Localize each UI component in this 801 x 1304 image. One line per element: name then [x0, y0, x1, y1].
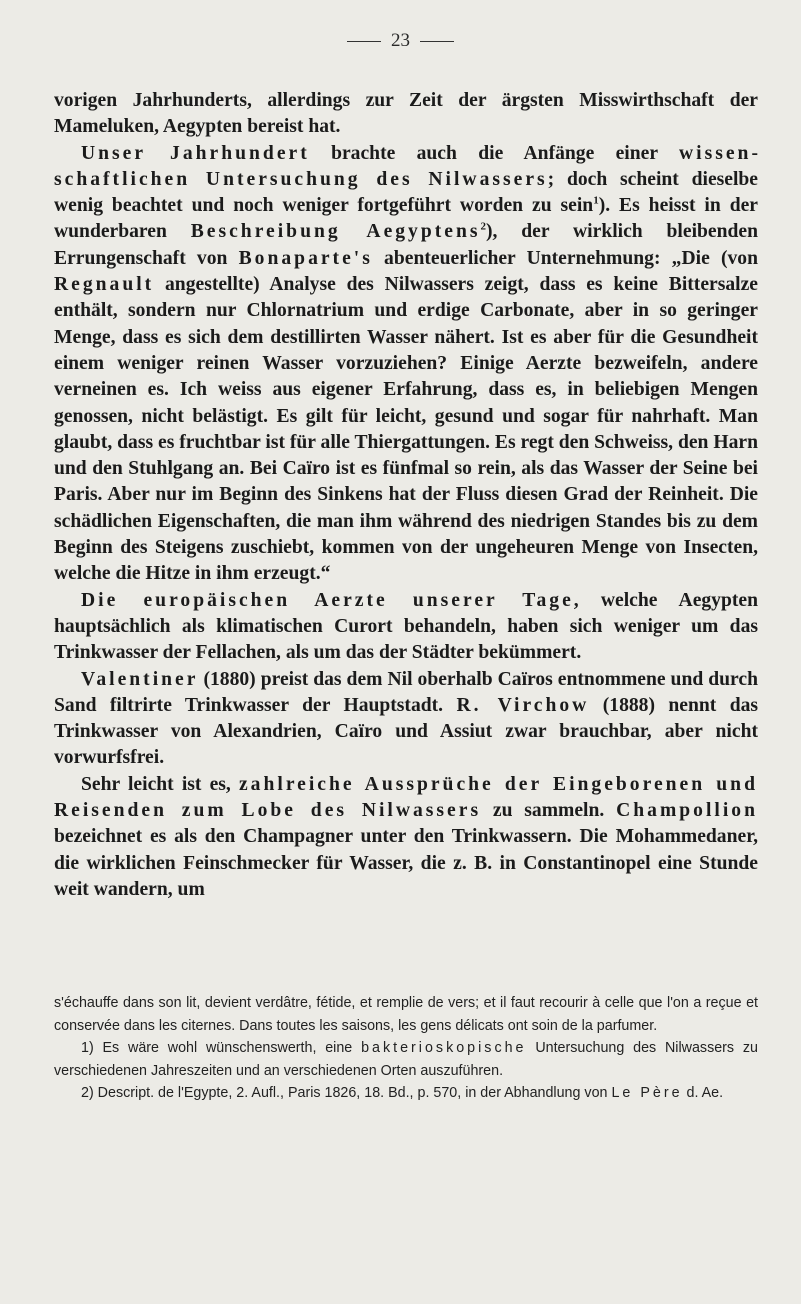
footnote-ref-1[interactable]: 1 [593, 194, 599, 207]
text-run: d. Ae. [682, 1085, 724, 1101]
spaced-text: Champollion [616, 800, 758, 822]
text-run: 2) Descript. de l'Egypte, 2. Aufl., Paris 1826, 18. Bd., p. 570, in der Abhandlung von [81, 1085, 612, 1101]
text-run: Sehr leicht ist es, [81, 773, 239, 795]
text-run: (1880) preist das dem Nil oberhalb Caïros entnommene und durch Sand filtrirte Trinkwasser der Hauptstadt. [54, 668, 758, 716]
spaced-text: Regnault [54, 274, 155, 296]
header-dash-left [347, 41, 381, 42]
spaced-text: Unser Jahrhundert [81, 142, 310, 164]
spaced-text: Beschreibung Aegyptens [190, 221, 481, 243]
spaced-text: wissenschaftlichen Untersuchung des Nilwassers [54, 142, 758, 190]
text-run: ), der wirklich bleibenden Errungenschaft von [54, 221, 758, 269]
text-run: , welche Aegypten hauptsächlich als klimatischen Curort behandeln, haben sich weniger um das Trinkwasser der Fellachen, als um das der Städter bekümmert. [54, 589, 758, 664]
text-run: bezeichnet es als den Champagner unter den Trinkwassern. Die Mohammedaner, die wirklichen Feinschmecker für Wasser, die z. B. in Constantinopel eine Stunde weit wandern, um [54, 826, 758, 900]
header-dash-right [420, 41, 454, 42]
text-run: ; doch scheint dieselbe wenig beachtet und noch weniger fortgeführt worden zu sein [54, 168, 759, 217]
page-header [0, 30, 801, 52]
spaced-text: Le Père [611, 1085, 683, 1101]
footnote-2 [54, 1082, 758, 1105]
text-run: brachte auch die Anfänge einer [309, 142, 680, 164]
text-run: Untersuchung des Nilwassers zu verschiedenen Jahreszeiten und an verschiedenen Orten auszuführen. [54, 1040, 758, 1079]
text-run: zu sammeln. [481, 800, 617, 822]
spaced-text: zahlreiche Aussprüche der Eingeborenen und Reisenden zum Lobe des Nilwassers [54, 773, 758, 822]
footnote-ref-2[interactable]: 2 [480, 220, 486, 233]
text-run: ). Es heisst in der wunderbaren [54, 195, 758, 243]
spaced-text: R. Virchow [456, 694, 590, 716]
paragraph-4 [54, 667, 758, 772]
spaced-text: Bonaparte's [238, 247, 373, 269]
footnotes [54, 992, 758, 1105]
text-run: (1888) nennt das Trinkwasser von Alexandrien, Caïro und Assiut zwar brauchbar, aber nicht vorwurfsfrei. [54, 694, 759, 769]
text-run: angestellte) Analyse des Nilwassers zeigt, dass es keine Bittersalze enthält, sondern nur Chlornatrium und erdige Carbonate, aber in so geringer Menge, dass es sich dem destillirten Wasser nähert. Ist es aber für die Gesundheit einem weniger reinen Wasser vorzuziehen? Einige Aerzte bezweifeln, andere verneinen es. Ich weiss aus eigener Erfahrung, dass es, in beliebigen Mengen genossen, nicht belästigt. Es gilt für leicht, gesund und sogar für nahrhaft. Man glaubt, dass es fruchtbar ist für alle Thiergattungen. Es regt den Schweiss, den Harn und den Stuhlgang an. Bei Caïro ist es fünfmal so rein, als das Wasser der Seine bei Paris. Aber nur im Beginn des Sinkens hat der Fluss diesen Grad der Reinheit. Die schädlichen Eigenschaften, die man ihm während des niedrigen Standes bis zu dem Beginn des Steigens zuschiebt, kommen von der ungeheuren Menge von Insecten, welche die Hitze in ihm erzeugt.“ [54, 274, 758, 585]
spaced-text: Valentiner [81, 668, 199, 690]
spaced-text: Die europäischen Aerzte unserer Tage [81, 589, 574, 611]
spaced-text: bakterioskopische [361, 1040, 527, 1056]
page-number: 23 [391, 30, 410, 51]
paragraph-1: vorigen Jahrhunderts, allerdings zur Zeit der ärgsten Misswirthschaft der Mameluken, Aegypten bereist hat. [54, 90, 758, 138]
paragraph-3 [54, 588, 758, 667]
footnote-1 [54, 1037, 758, 1082]
footnote-continuation: s'échauffe dans son lit, devient verdâtre, fétide, et remplie de vers; et il faut recourir à celle que l'on a reçue et conservée dans les citernes. Dans toutes les saisons, les gens délicats ont soin de la parfumer. [54, 995, 758, 1034]
main-text [54, 88, 758, 903]
paragraph-5 [54, 772, 758, 903]
paragraph-2 [54, 141, 758, 588]
text-run: 1) Es wäre wohl wünschenswerth, eine [81, 1040, 362, 1056]
text-run: abenteuerlicher Unternehmung: „Die (von [372, 247, 758, 269]
